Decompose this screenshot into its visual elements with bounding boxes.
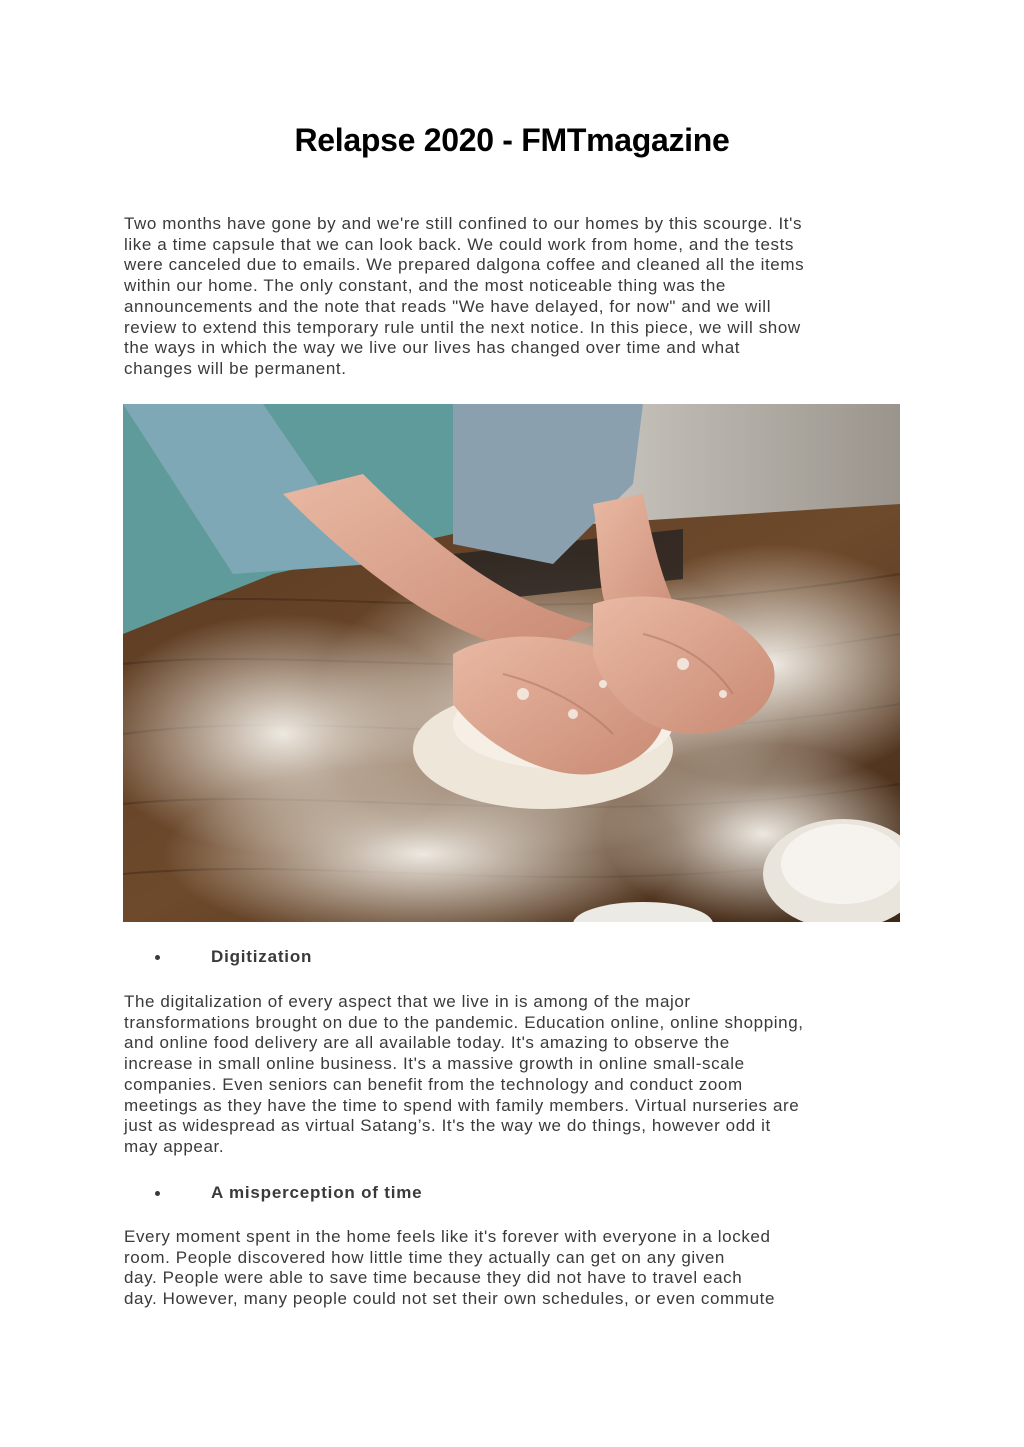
dough-kneading-photo (123, 404, 900, 922)
bullet-icon (155, 1191, 160, 1196)
page-title: Relapse 2020 - FMTmagazine (294, 122, 730, 158)
misperception-of-time-paragraph: Every moment spent in the home feels like it's forever with everyone in a locked room. People discovered how little time they actually can get on any given day. People were able to save time because they did not have to travel each day. However, many people could not set their own schedules, or even commute (124, 1227, 776, 1309)
digitization-paragraph: The digitalization of every aspect that we live in is among of the major transformations brought on due to the pandemic. Education online, online shopping, and online food delivery are all available today. It's amazing to observe the increase in small online business. It's a massive growth in online small-scale companies. Even seniors can benefit from the technology and conduct zoom meetings as they have the time to spend with family members. Virtual nurseries are just as widespread as virtual Satang’s. It's the way we do things, however odd it may appear. (124, 992, 804, 1156)
intro-paragraph: Two months have gone by and we're still confined to our homes by this scourge. It's like a time capsule that we can look back. We could work from home, and the tests were canceled due to emails. We prepared dalgona coffee and cleaned all the items within our home. The only constant, and the most noticeable thing was the announcements and the note that reads "We have delayed, for now" and we will review to extend this temporary rule until the next notice. In this piece, we will show the ways in which the way we live our lives has changed over time and what changes will be permanent. (124, 214, 805, 378)
bullet-icon (155, 955, 160, 960)
section-heading-label: A misperception of time (211, 1183, 423, 1202)
section-heading-label: Digitization (211, 947, 313, 966)
